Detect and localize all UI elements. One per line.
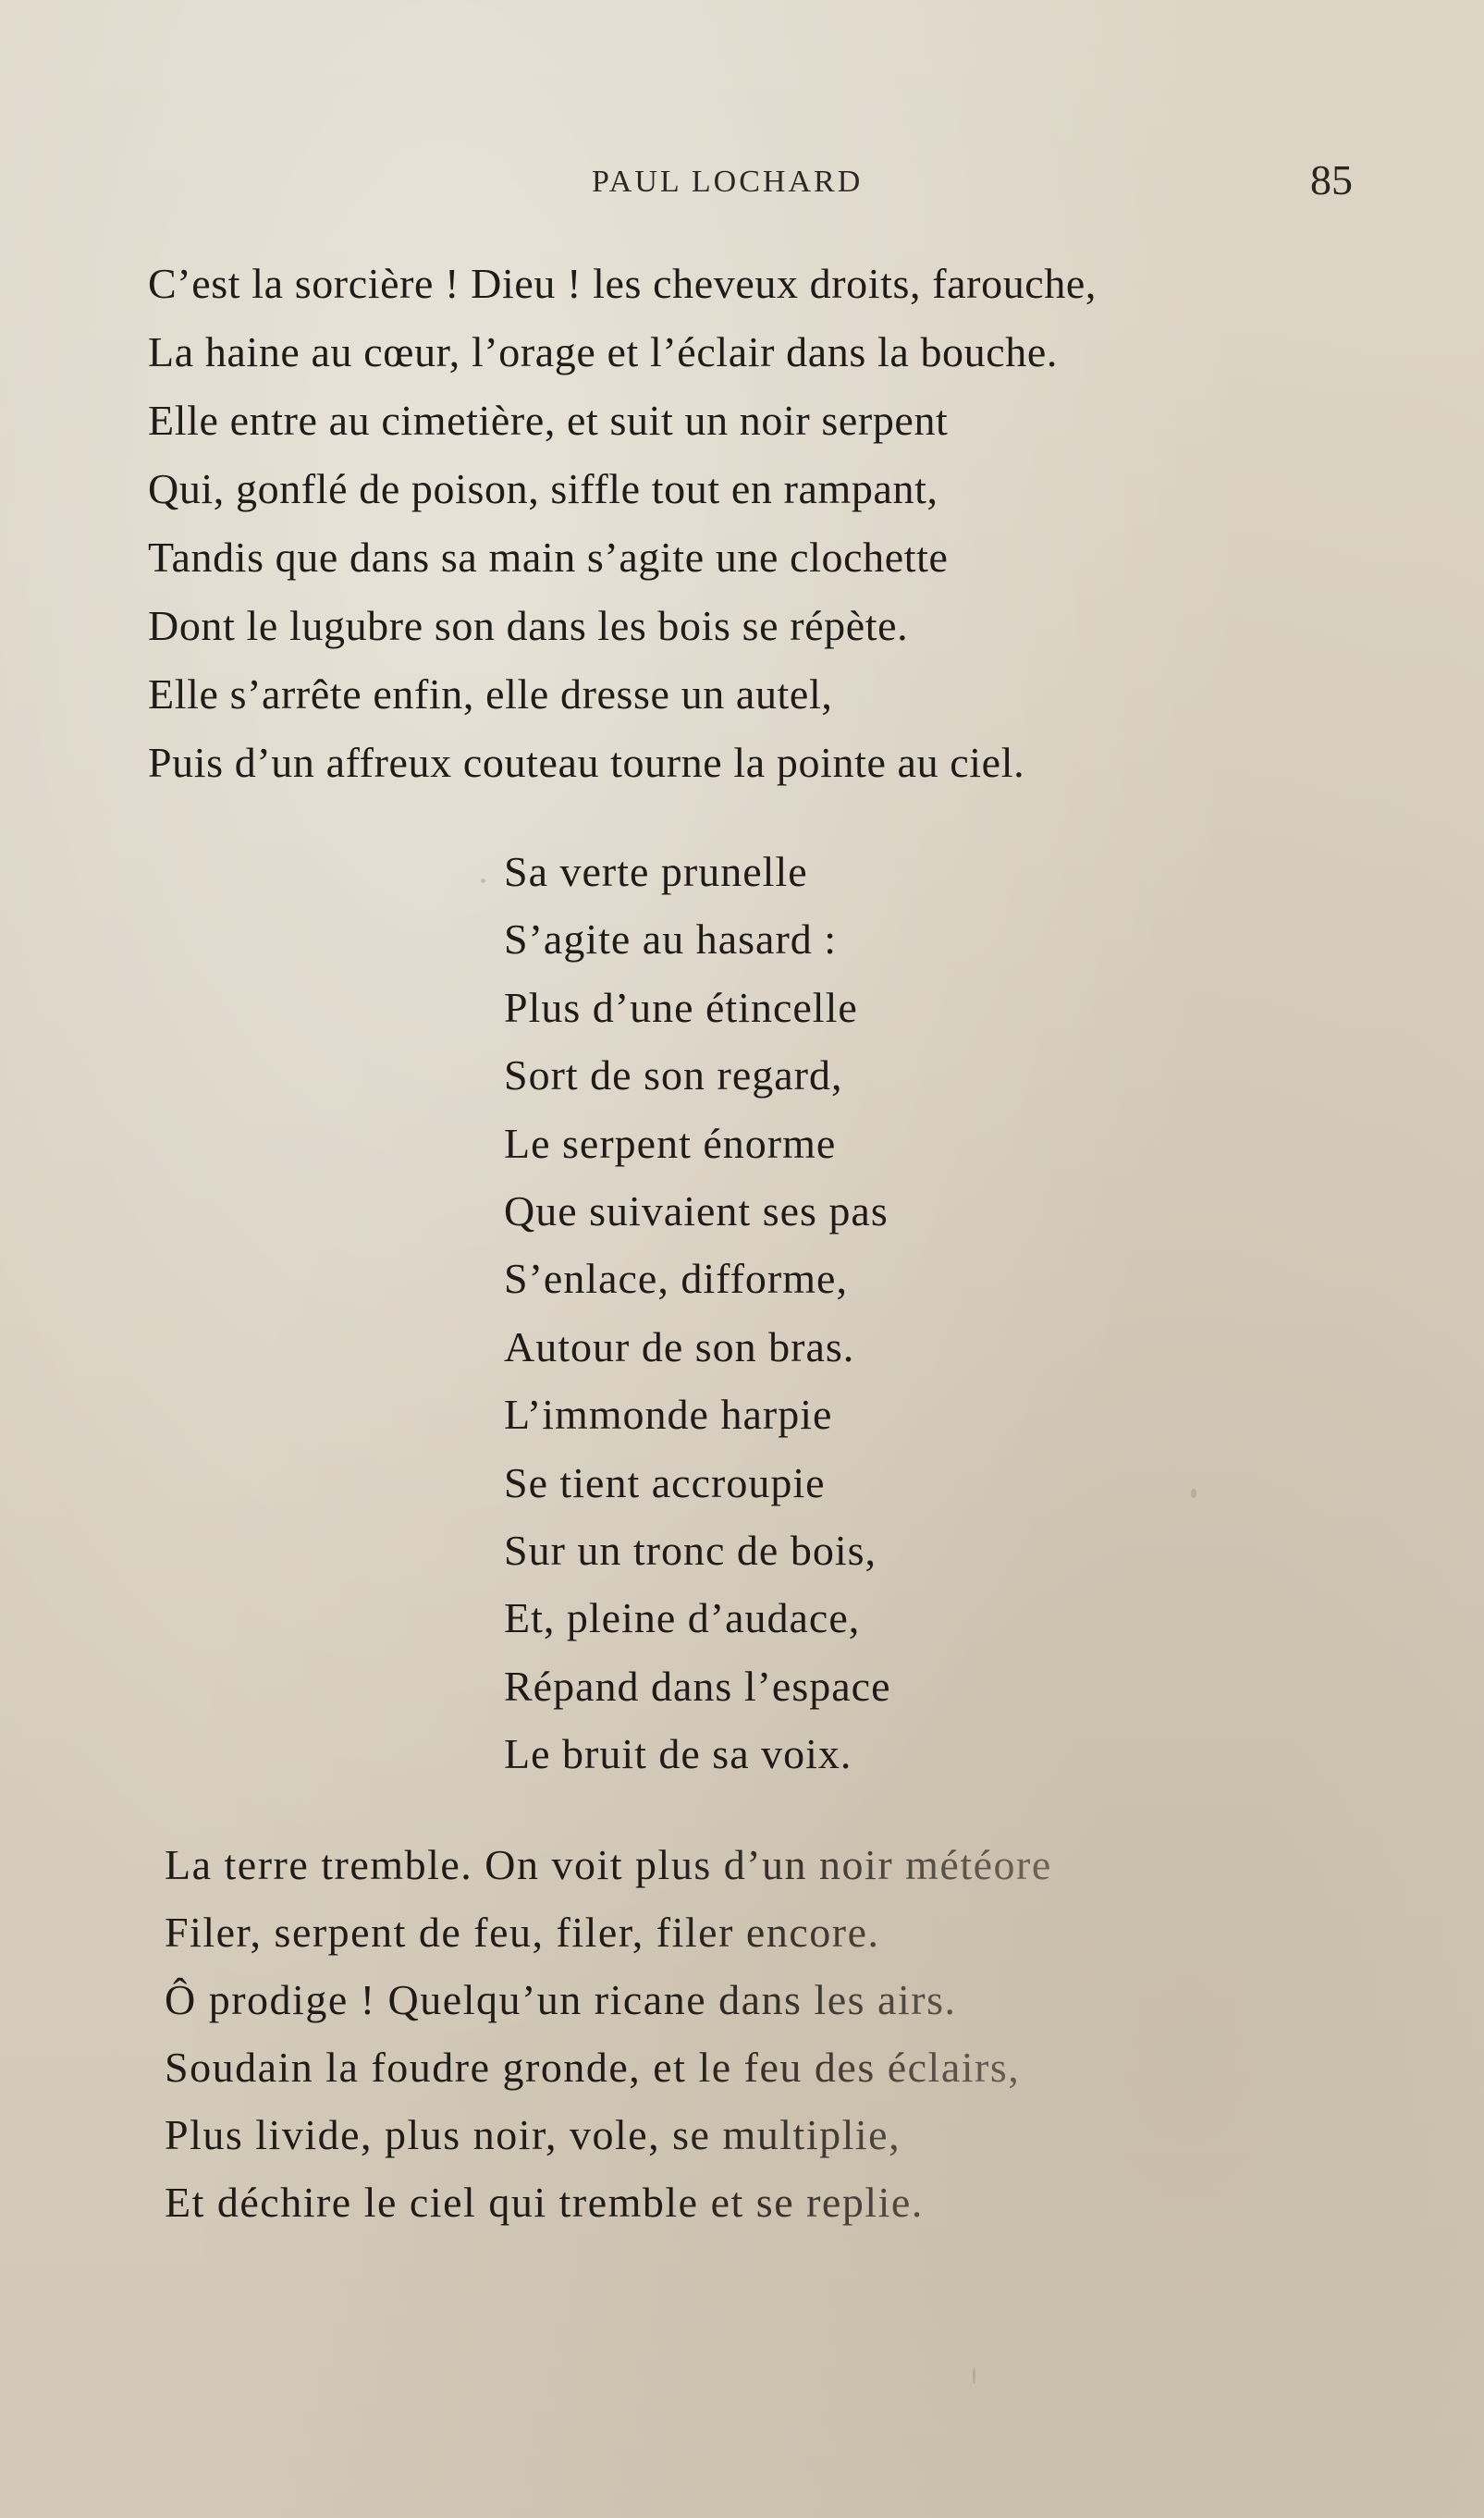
paper-spot	[973, 2367, 975, 2384]
verse-line: Elle s’arrête enfin, elle dresse un autel,	[148, 670, 833, 718]
verse-line: Soudain la foudre gronde, et le feu des éclairs,	[165, 2033, 1052, 2101]
verse-line: Ô prodige ! Quelqu’un ricane dans les airs.	[165, 1966, 1052, 2033]
verse-line: Répand dans l’espace	[504, 1662, 891, 1710]
verse-line: Filer, serpent de feu, filer, filer encore.	[165, 1898, 1052, 1966]
page-number: 85	[1310, 156, 1353, 203]
verse-line: Elle entre au cimetière, et suit un noir serpent	[148, 397, 949, 444]
verse-line: Et déchire le ciel qui tremble et se replie.	[165, 2168, 1052, 2236]
running-head: PAUL LOCHARD	[592, 165, 864, 199]
verse-line: La terre tremble. On voit plus d’un noir météore	[165, 1831, 1052, 1898]
verse-line: L’immonde harpie	[504, 1391, 833, 1439]
verse-line: Tandis que dans sa main s’agite une clochette	[148, 534, 949, 581]
verse-line: Le bruit de sa voix.	[504, 1730, 852, 1778]
verse-line: Que suivaient ses pas	[504, 1187, 889, 1235]
verse-line: Qui, gonflé de poison, siffle tout en rampant,	[148, 465, 938, 512]
verse-line: S’agite au hasard :	[504, 915, 838, 964]
paper-spot	[1191, 1489, 1196, 1498]
verse-line: Plus livide, plus noir, vole, se multiplie,	[165, 2101, 1052, 2168]
paper-spot	[481, 878, 485, 883]
stanza-3	[165, 1831, 1052, 2236]
verse-line: Sa verte prunelle	[504, 848, 808, 895]
verse-line: Sur un tronc de bois,	[504, 1527, 877, 1575]
verse-line: C’est la sorcière ! Dieu ! les cheveux droits, farouche,	[148, 260, 1098, 307]
verse-line: Sort de son regard,	[504, 1051, 843, 1099]
stanza-2	[504, 838, 891, 1788]
verse-line: Et, pleine d’audace,	[504, 1594, 861, 1642]
page-header	[0, 155, 1484, 211]
verse-line: Autour de son bras.	[504, 1322, 855, 1370]
verse-line: Plus d’une étincelle	[504, 983, 858, 1031]
stanza-1	[148, 250, 1097, 797]
verse-line: Se tient accroupie	[504, 1458, 826, 1506]
verse-line: La haine au cœur, l’orage et l’éclair dans la bouche.	[148, 328, 1058, 375]
verse-line: Puis d’un affreux couteau tourne la pointe au ciel.	[148, 739, 1025, 786]
verse-line: Le serpent énorme	[504, 1119, 837, 1167]
verse-line: Dont le lugubre son dans les bois se répète.	[148, 602, 909, 649]
verse-line: S’enlace, difforme,	[504, 1255, 848, 1303]
